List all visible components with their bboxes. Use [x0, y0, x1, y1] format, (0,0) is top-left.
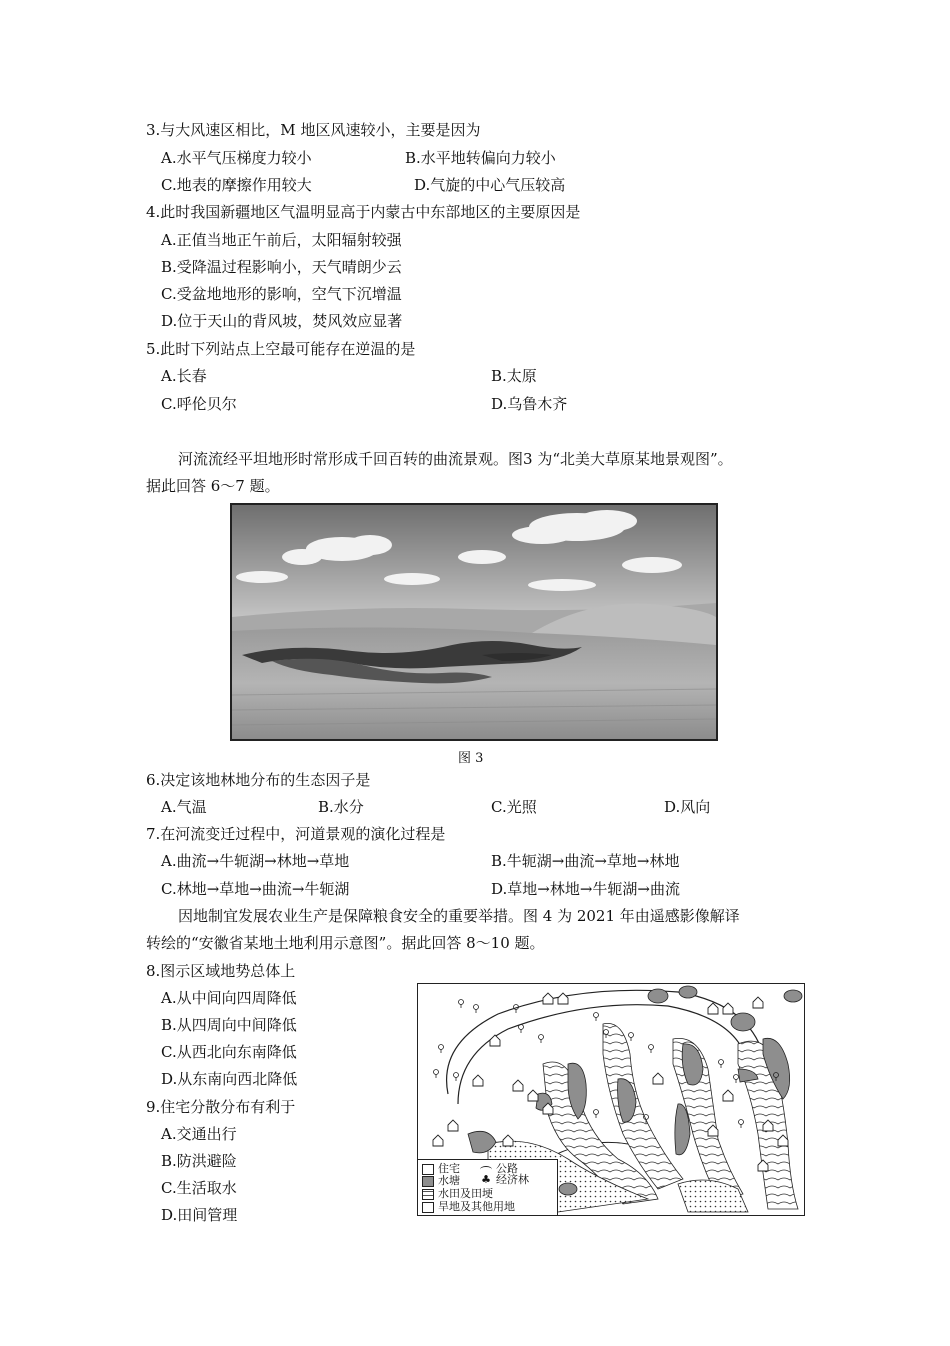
intro67-line2: 据此回答 6～7 题。 — [146, 477, 280, 495]
q6-option-d: D.风向 — [664, 798, 711, 816]
legend-paddy — [422, 1188, 493, 1200]
legend-forest-label: 经济林 — [496, 1173, 529, 1186]
q8-option-c: C.从西北向东南降低 — [161, 1043, 297, 1061]
q3-option-a: A.水平气压梯度力较小 — [161, 149, 312, 167]
map-legend — [418, 1159, 558, 1215]
q3-stem: 3.与大风速区相比，M 地区风速较小，主要是因为 — [146, 121, 481, 139]
q4-option-d: D.位于天山的背风坡，焚风效应显著 — [161, 312, 403, 330]
legend-road-label: 公路 — [496, 1162, 518, 1175]
q5-option-b: B.太原 — [491, 367, 537, 385]
legend-pond-label: 水塘 — [438, 1174, 460, 1187]
q6-option-a: A.气温 — [161, 798, 207, 816]
q8-option-d: D.从东南向西北降低 — [161, 1070, 298, 1088]
q8-option-a: A.从中间向四周降低 — [161, 989, 297, 1007]
q5-option-a: A.长春 — [161, 367, 207, 385]
figure-4-land-use-map — [417, 983, 805, 1216]
q4-option-c: C.受盆地地形的影响，空气下沉增温 — [161, 285, 402, 303]
figure-3-landscape-photo — [230, 503, 718, 741]
q9-stem: 9.住宅分散分布有利于 — [146, 1098, 296, 1116]
dry-land-icon — [422, 1202, 434, 1213]
q7-option-a: A.曲流→牛轭湖→林地→草地 — [161, 852, 350, 870]
q9-option-b: B.防洪避险 — [161, 1152, 237, 1170]
q5-option-d: D.乌鲁木齐 — [491, 395, 568, 413]
road-icon — [480, 1166, 492, 1173]
q8-stem: 8.图示区域地势总体上 — [146, 962, 296, 980]
q7-stem: 7.在河流变迁过程中，河道景观的演化过程是 — [146, 825, 446, 843]
house-icon — [422, 1164, 434, 1175]
q4-option-a: A.正值当地正午前后，太阳辐射较强 — [161, 231, 402, 249]
intro67-line1: 河流流经平坦地形时常形成千回百转的曲流景观。图3 为“北美大草原某地景观图”。 — [178, 450, 733, 468]
legend-forest — [480, 1174, 529, 1186]
figure-3-caption: 图 3 — [458, 751, 484, 766]
legend-house-label: 住宅 — [438, 1162, 460, 1175]
q3-option-d: D.气旋的中心气压较高 — [414, 176, 566, 194]
intro810-line2: 转绘的“安徽省某地土地利用示意图”。据此回答 8～10 题。 — [146, 934, 545, 952]
tree-icon: ♣ — [481, 1173, 491, 1186]
q6-stem: 6.决定该地林地分布的生态因子是 — [146, 771, 371, 789]
q9-option-d: D.田间管理 — [161, 1206, 238, 1224]
q7-option-d: D.草地→林地→牛轭湖→曲流 — [491, 880, 680, 898]
pond-icon — [422, 1176, 434, 1187]
q6-option-b: B.水分 — [318, 798, 364, 816]
legend-pond — [422, 1175, 460, 1187]
q8-option-b: B.从四周向中间降低 — [161, 1016, 297, 1034]
q7-option-b: B.牛轭湖→曲流→草地→林地 — [491, 852, 680, 870]
q5-stem: 5.此时下列站点上空最可能存在逆温的是 — [146, 340, 416, 358]
q3-option-b: B.水平地转偏向力较小 — [405, 149, 556, 167]
legend-dry — [422, 1201, 515, 1213]
prairie-landscape-image — [232, 505, 716, 739]
q3-option-c: C.地表的摩擦作用较大 — [161, 176, 312, 194]
q9-option-a: A.交通出行 — [161, 1125, 237, 1143]
q6-option-c: C.光照 — [491, 798, 537, 816]
q4-option-b: B.受降温过程影响小，天气晴朗少云 — [161, 258, 402, 276]
legend-dry-label: 旱地及其他用地 — [438, 1200, 515, 1213]
legend-paddy-label: 水田及田埂 — [438, 1187, 493, 1200]
paddy-icon — [422, 1189, 434, 1200]
intro810-line1: 因地制宜发展农业生产是保障粮食安全的重要举措。图 4 为 2021 年由遥感影像解译 — [178, 907, 740, 925]
q5-option-c: C.呼伦贝尔 — [161, 395, 237, 413]
q7-option-c: C.林地→草地→曲流→牛轭湖 — [161, 880, 350, 898]
q9-option-c: C.生活取水 — [161, 1179, 237, 1197]
q4-stem: 4.此时我国新疆地区气温明显高于内蒙古中东部地区的主要原因是 — [146, 203, 581, 221]
